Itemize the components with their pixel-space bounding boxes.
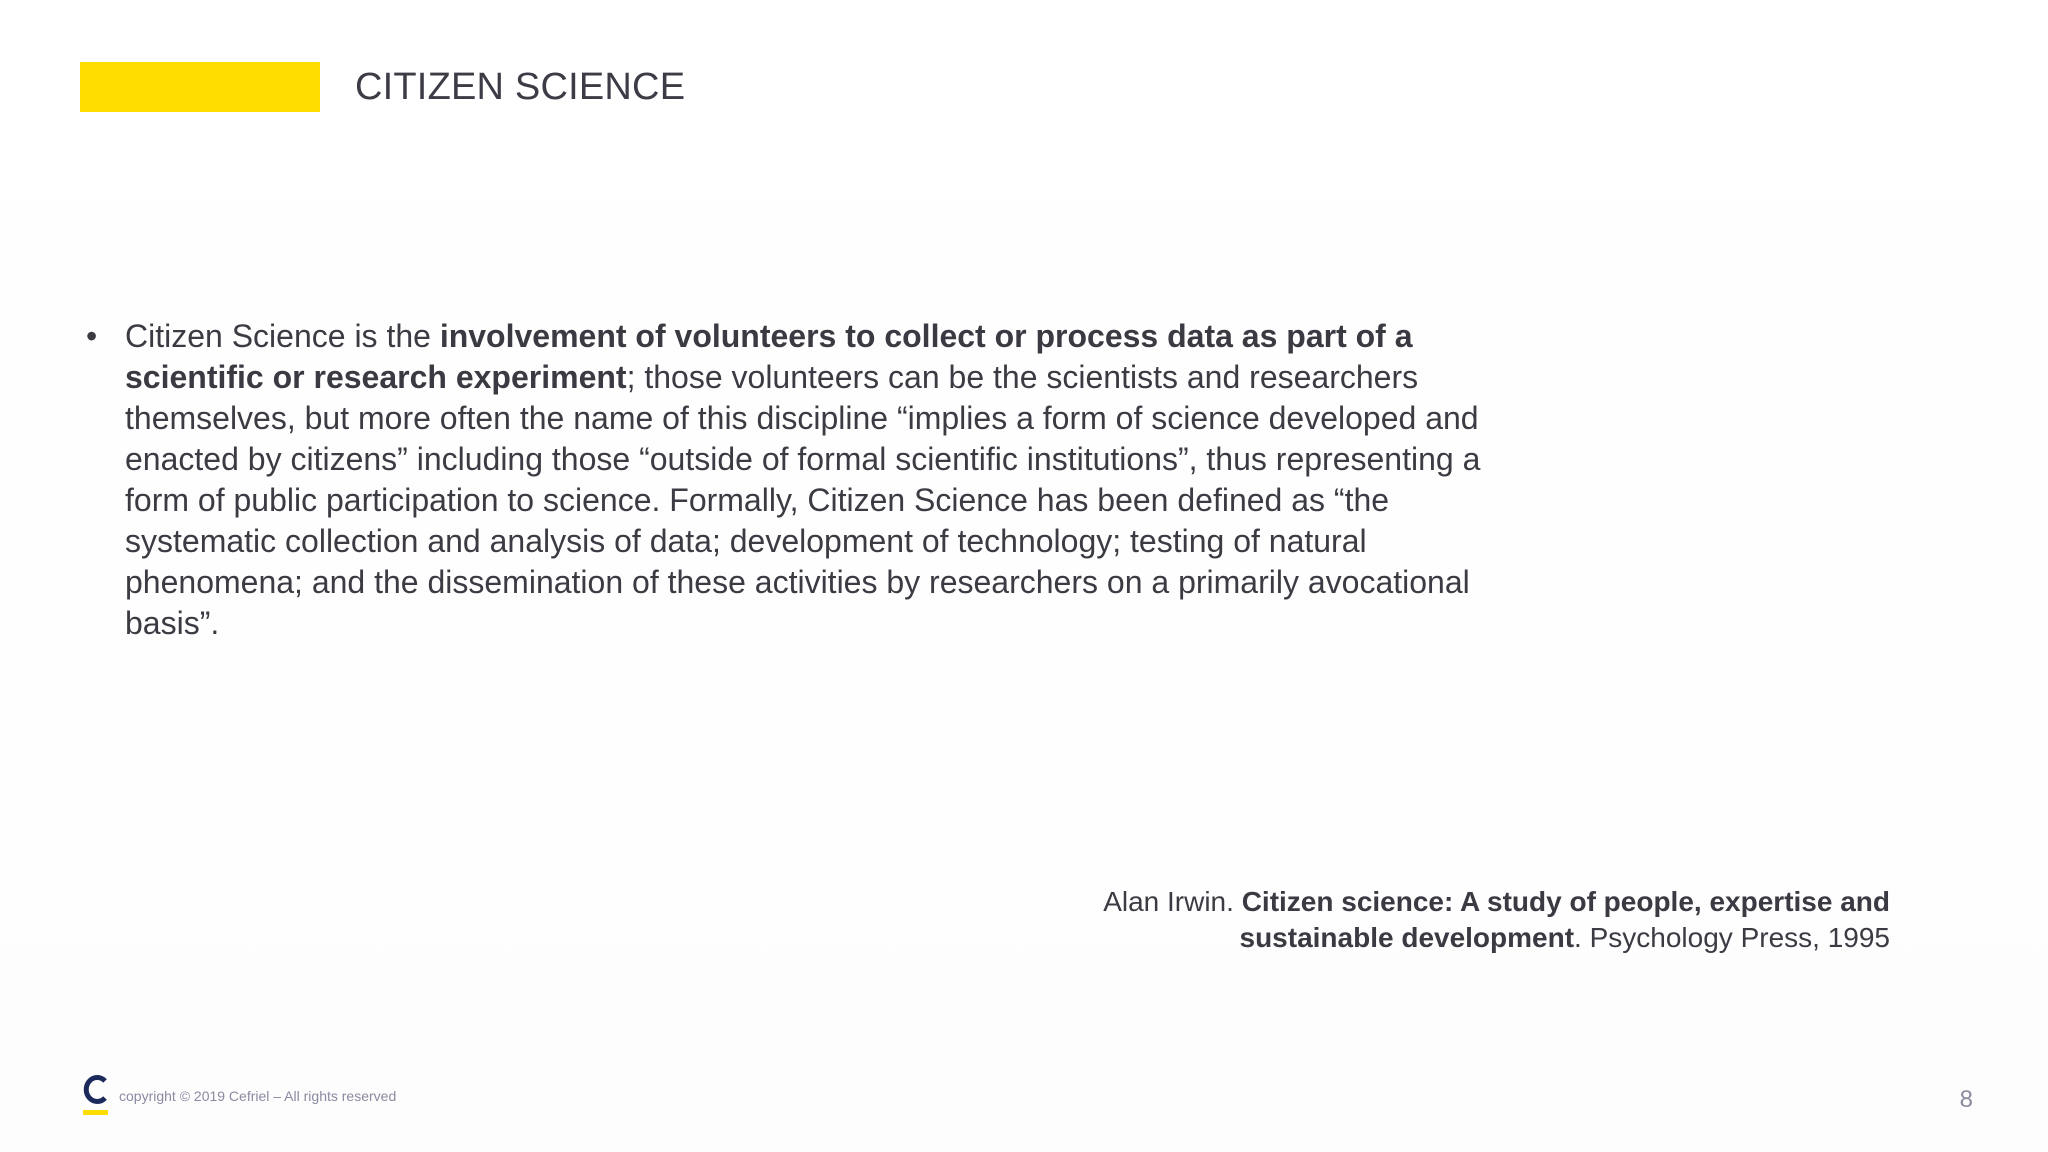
bullet-item: [80, 316, 1510, 644]
bullet-text: [125, 318, 1480, 641]
reference-publisher: . Psychology Press, 1995: [1574, 922, 1890, 953]
bullet-glyph: •: [86, 318, 98, 354]
slide-title: CITIZEN SCIENCE: [355, 66, 686, 108]
title-accent-bar: [80, 62, 320, 112]
reference-author: Alan Irwin.: [1103, 886, 1242, 917]
bullet-rest-text: ; those volunteers can be the scientists and researchers themselves, but more often the name of this discipline “implies a form of science developed and enacted by citizens” including those “outside of formal scientific institutions”, thus representing a form of public participation to science. Formally, Citizen Science has been defined as “the systematic collection and analysis of data; development of technology; testing of natural phenomena; and the dissemination of these activities by researchers on a primarily avocational basis”.: [125, 359, 1481, 641]
copyright-text: copyright © 2019 Cefriel – All rights reserved: [119, 1088, 397, 1104]
slide-content: [80, 316, 1510, 644]
cefriel-c-logo-icon: [80, 1068, 110, 1116]
bullet-lead-text: Citizen Science is the: [125, 318, 440, 354]
page-number: 8: [1959, 1086, 1973, 1113]
reference-title: Citizen science: A study of people, expertise and sustainable development: [1239, 886, 1890, 953]
bullet-emphasis-text: involvement of volunteers to collect or process data as part of a scientific or research experiment: [125, 318, 1413, 395]
reference-citation: [990, 884, 1890, 956]
